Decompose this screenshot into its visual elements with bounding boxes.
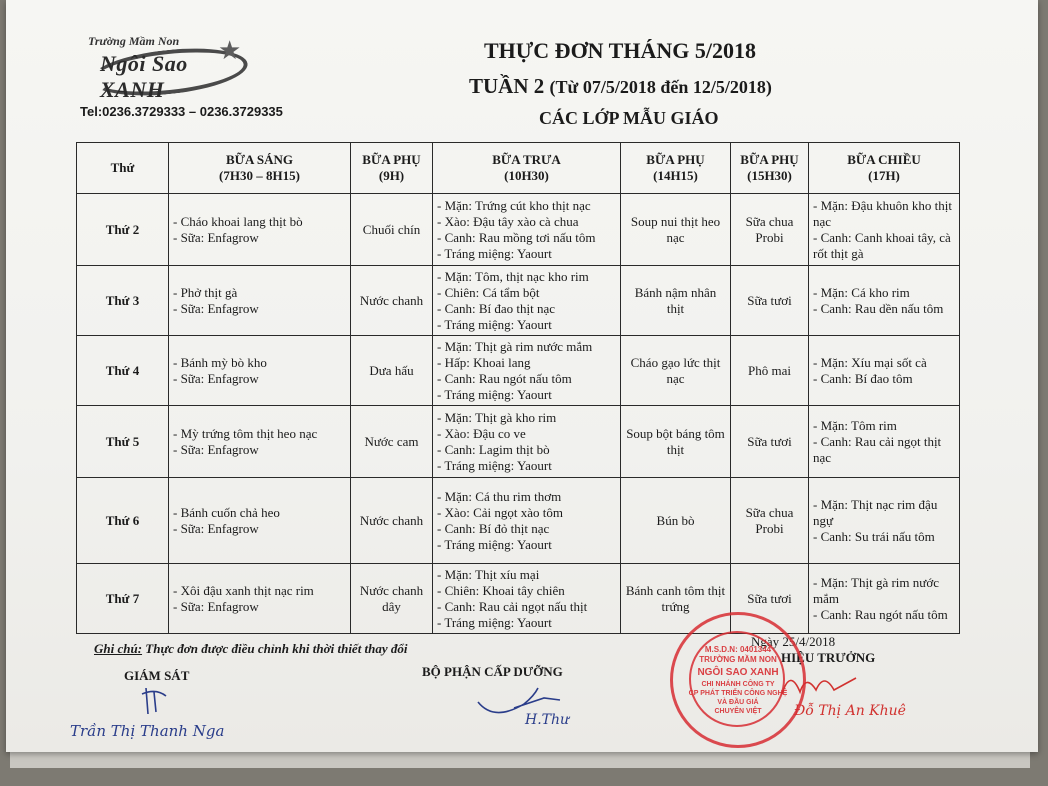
column-name: Thứ xyxy=(110,160,135,175)
cell-lunch xyxy=(433,266,621,336)
cell-snack14: Soup nui thịt heo nạc xyxy=(621,194,731,266)
menu-item: - Mặn: Thịt nạc rim đậu ngự xyxy=(813,496,938,528)
cell-breakfast xyxy=(169,266,351,336)
cell-snack14: Cháo gạo lức thịt nạc xyxy=(621,336,731,406)
menu-item: - Canh: Bí đao thịt nạc xyxy=(437,300,556,316)
cell-day: Thứ 5 xyxy=(77,406,169,478)
column-time: (15H30) xyxy=(747,168,792,183)
menu-item: - Mặn: Tôm rim xyxy=(813,417,897,433)
stamp-line: CHI NHÁNH CÔNG TY xyxy=(701,681,775,688)
column-header xyxy=(809,143,960,194)
principal-signature: Đỗ Thị An Khuê xyxy=(794,703,906,719)
menu-item: - Xôi đậu xanh thịt nạc rim xyxy=(173,582,314,598)
menu-item: - Xào: Đậu co ve xyxy=(437,425,526,441)
menu-document xyxy=(6,0,1038,752)
menu-item: - Xào: Cải ngọt xào tôm xyxy=(437,504,564,520)
column-header xyxy=(621,143,731,194)
cell-lunch xyxy=(433,564,621,634)
cell-dinner xyxy=(809,336,960,406)
cell-breakfast xyxy=(169,194,351,266)
menu-item: - Canh: Rau ngót nấu tôm xyxy=(437,370,572,386)
cell-dinner xyxy=(809,564,960,634)
menu-item: - Sữa: Enfagrow xyxy=(173,598,259,614)
cell-snack9: Chuối chín xyxy=(351,194,433,266)
menu-item: - Canh: Bí đao tôm xyxy=(813,370,913,386)
menu-item: - Phở thịt gà xyxy=(173,284,238,300)
school-logo xyxy=(84,32,254,102)
cell-breakfast xyxy=(169,564,351,634)
menu-item: - Sữa: Enfagrow xyxy=(173,300,259,316)
menu-item: - Mặn: Tôm, thịt nạc kho rim xyxy=(437,268,589,284)
table-row xyxy=(77,406,960,478)
column-name: BỮA PHỤ xyxy=(362,152,421,167)
column-time: (14H15) xyxy=(653,168,698,183)
cell-dinner xyxy=(809,194,960,266)
cell-snack9: Dưa hấu xyxy=(351,336,433,406)
table-row xyxy=(77,478,960,564)
table-header-row xyxy=(77,143,960,194)
menu-item: - Canh: Su trái nấu tôm xyxy=(813,528,935,544)
menu-item: - Tráng miệng: Yaourt xyxy=(437,316,552,332)
cell-day: Thứ 2 xyxy=(77,194,169,266)
column-time: (9H) xyxy=(378,168,405,183)
menu-item: - Tráng miệng: Yaourt xyxy=(437,536,552,552)
cell-day: Thứ 4 xyxy=(77,336,169,406)
cell-snack15: Sữa tươi xyxy=(731,406,809,478)
menu-item: - Canh: Rau cải ngọt nấu thịt xyxy=(437,598,588,614)
week-label: TUẦN 2 xyxy=(469,74,545,98)
column-time: (7H30 – 8H15) xyxy=(219,168,300,183)
menu-item: - Sữa: Enfagrow xyxy=(173,370,259,386)
cell-snack14: Bánh canh tôm thịt trứng xyxy=(621,564,731,634)
cell-snack9: Nước chanh dây xyxy=(351,564,433,634)
column-name: BỮA PHỤ xyxy=(740,152,799,167)
logo-school-line: Trường Mầm Non xyxy=(88,34,180,48)
column-name: BỮA CHIỀU xyxy=(847,152,921,167)
supervisor-signature-mark xyxy=(136,684,176,718)
cell-snack9: Nước cam xyxy=(351,406,433,478)
menu-item: - Chiên: Cá tẩm bột xyxy=(437,284,540,300)
menu-table xyxy=(76,142,960,634)
column-header xyxy=(169,143,351,194)
menu-item: - Sữa: Enfagrow xyxy=(173,441,259,457)
cell-day: Thứ 7 xyxy=(77,564,169,634)
menu-item: - Mặn: Thịt gà rim nước mắm xyxy=(813,574,939,606)
stamp-line: NGÔI SAO XANH xyxy=(697,667,779,678)
cell-lunch xyxy=(433,406,621,478)
menu-item: - Mặn: Thịt gà kho rim xyxy=(437,409,557,425)
cell-breakfast xyxy=(169,336,351,406)
cell-snack9: Nước chanh xyxy=(351,478,433,564)
menu-item: - Mặn: Thịt xíu mại xyxy=(437,566,540,582)
table-row xyxy=(77,266,960,336)
cell-snack15: Sữa chua Probi xyxy=(731,194,809,266)
column-time: (17H) xyxy=(868,168,900,183)
note-label: Ghi chú: xyxy=(94,641,143,656)
class-group-title: CÁC LỚP MẪU GIÁO xyxy=(539,108,719,128)
cell-day: Thứ 3 xyxy=(77,266,169,336)
menu-item: - Canh: Lagim thịt bò xyxy=(437,441,550,457)
page-title: THỰC ĐƠN THÁNG 5/2018 xyxy=(484,38,756,63)
cell-snack15: Sữa tươi xyxy=(731,564,809,634)
cell-snack14: Bún bò xyxy=(621,478,731,564)
column-name: BỮA TRƯA xyxy=(492,152,561,167)
week-range: (Từ 07/5/2018 đến 12/5/2018) xyxy=(549,77,772,97)
cell-snack9: Nước chanh xyxy=(351,266,433,336)
kitchen-signature: H.Thư xyxy=(525,712,570,728)
cell-breakfast xyxy=(169,406,351,478)
star-icon: ★ xyxy=(218,36,242,65)
menu-item: - Sữa: Enfagrow xyxy=(173,520,259,536)
menu-item: - Cháo khoai lang thịt bò xyxy=(173,213,303,229)
menu-item: - Bánh mỳ bò kho xyxy=(173,354,267,370)
school-phone: Tel:0236.3729333 – 0236.3729335 xyxy=(80,104,283,119)
menu-item: - Mặn: Cá thu rim thơm xyxy=(437,488,562,504)
menu-item: - Canh: Canh khoai tây, cà rốt thịt gà xyxy=(813,229,951,261)
note xyxy=(94,641,408,657)
supervisor-title: GIÁM SÁT xyxy=(124,668,190,683)
cell-breakfast xyxy=(169,478,351,564)
stamp-line: VÀ ĐẦU GIÁ xyxy=(717,699,759,706)
menu-item: - Tráng miệng: Yaourt xyxy=(437,245,552,261)
cell-snack15: Sữa tươi xyxy=(731,266,809,336)
cell-snack15: Sữa chua Probi xyxy=(731,478,809,564)
stamp-line: CP PHÁT TRIỂN CÔNG NGHỆ xyxy=(688,690,788,697)
menu-item: - Mặn: Thịt gà rim nước mắm xyxy=(437,338,593,354)
column-time: (10H30) xyxy=(504,168,549,183)
menu-item: - Canh: Rau mồng tơi nấu tôm xyxy=(437,229,596,245)
cell-dinner xyxy=(809,266,960,336)
menu-item: - Hấp: Khoai lang xyxy=(437,354,531,370)
kitchen-dept-title: BỘ PHẬN CẤP DƯỠNG xyxy=(422,664,563,679)
logo-brand: Ngôi Sao XANH xyxy=(100,51,188,102)
menu-item: - Bánh cuốn chả heo xyxy=(173,504,280,520)
menu-item: - Tráng miệng: Yaourt xyxy=(437,457,552,473)
column-header xyxy=(433,143,621,194)
menu-item: - Mặn: Xíu mại sốt cà xyxy=(813,354,927,370)
table-row xyxy=(77,564,960,634)
cell-snack14: Bánh nậm nhân thịt xyxy=(621,266,731,336)
table-row xyxy=(77,194,960,266)
menu-item: - Sữa: Enfagrow xyxy=(173,229,259,245)
cell-dinner xyxy=(809,406,960,478)
stamp-line: TRƯỜNG MẦM NON xyxy=(699,655,777,664)
menu-item: - Canh: Rau dền nấu tôm xyxy=(813,300,944,316)
menu-item: - Xào: Đậu tây xào cà chua xyxy=(437,213,579,229)
menu-item: - Tráng miệng: Yaourt xyxy=(437,386,552,402)
principal-title: HIỆU TRƯỞNG xyxy=(781,650,876,665)
column-header xyxy=(77,143,169,194)
menu-item: - Canh: Rau ngót nấu tôm xyxy=(813,606,948,622)
issue-date: Ngày 25/4/2018 xyxy=(751,634,836,649)
cell-lunch xyxy=(433,336,621,406)
column-header xyxy=(351,143,433,194)
stamp-line: CHUYÊN VIỆT xyxy=(714,708,762,715)
supervisor-signature: Trần Thị Thanh Nga xyxy=(70,722,225,740)
menu-item: - Mặn: Trứng cút kho thịt nạc xyxy=(437,197,591,213)
menu-item: - Mặn: Đậu khuôn kho thịt nạc xyxy=(813,197,953,229)
menu-item: - Tráng miệng: Yaourt xyxy=(437,614,552,630)
school-stamp xyxy=(670,612,806,748)
note-text: Thực đơn được điều chỉnh khi thời thiết thay đổi xyxy=(142,641,408,656)
menu-item: - Mặn: Cá kho rim xyxy=(813,284,910,300)
menu-item: - Canh: Rau cải ngọt thịt nạc xyxy=(813,433,942,465)
menu-item: - Canh: Bí đỏ thịt nạc xyxy=(437,520,550,536)
column-header xyxy=(731,143,809,194)
column-name: BỮA PHỤ xyxy=(646,152,705,167)
week-title xyxy=(469,74,772,99)
cell-lunch xyxy=(433,194,621,266)
cell-day: Thứ 6 xyxy=(77,478,169,564)
cell-snack14: Soup bột báng tôm thịt xyxy=(621,406,731,478)
stamp-line: M.S.D.N: 0401344 xyxy=(704,645,772,654)
cell-snack15: Phô mai xyxy=(731,336,809,406)
cell-lunch xyxy=(433,478,621,564)
table-row xyxy=(77,336,960,406)
menu-item: - Chiên: Khoai tây chiên xyxy=(437,582,565,598)
menu-item: - Mỳ trứng tôm thịt heo nạc xyxy=(173,425,318,441)
cell-dinner xyxy=(809,478,960,564)
column-name: BỮA SÁNG xyxy=(225,152,294,167)
